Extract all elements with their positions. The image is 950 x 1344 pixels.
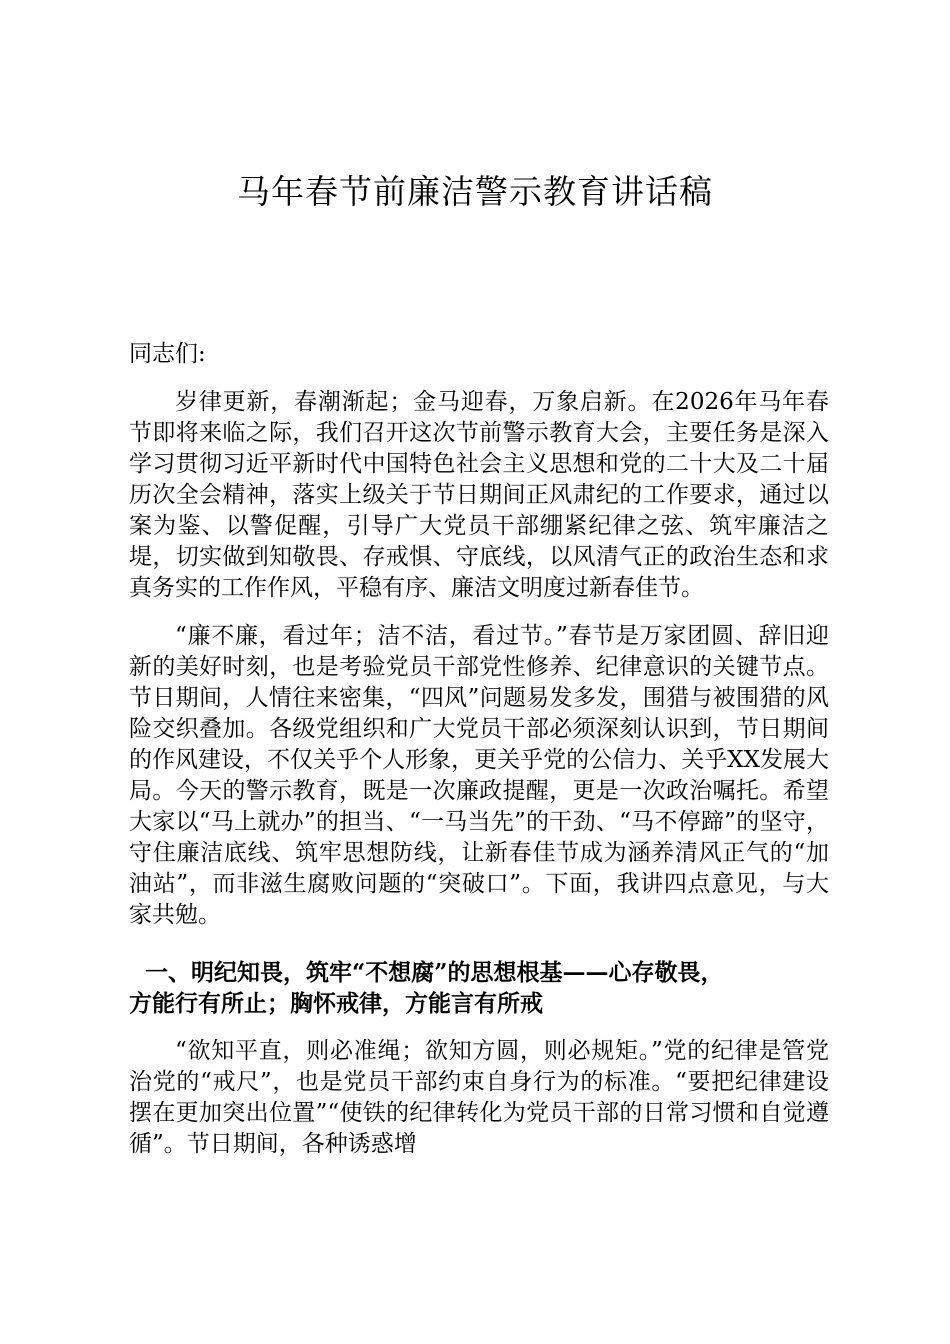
salutation: 同志们: [129, 341, 206, 367]
section-heading-1-line1: 一、明纪知畏，筑牢“不想腐”的思想根基——心存敬畏， [145, 959, 724, 986]
paragraph-section-1: “欲知平直，则必准绳；欲知方圆，则必规矩。”党的纪律是管党治党的“戒尺”，也是党员干部约束自身行为的标准。“要把纪律建设摆在更加突出位置”“使铁的纪律转化为党员干部的日常习惯和自觉遵循”。节日期间，各种诱惑增 [129, 1038, 829, 1157]
document-body [129, 338, 829, 1177]
section-heading-1-line2: 方能行有所止；胸怀戒律，方能言有所戒 [129, 990, 543, 1017]
section-heading-1 [129, 957, 829, 1019]
paragraph-context: “廉不廉，看过年；洁不洁，看过节。”春节是万家团圆、辞旧迎新的美好时刻，也是考验党员干部党性修养、纪律意识的关键节点。节日期间，人情往来密集，“四风”问题易发多发，围猎与被围猎的风险交织叠加。各级党组织和广大党员干部必须深刻认识到，节日期间的作风建设，不仅关乎个人形象，更关乎党的公信力、关乎XX发展大局。今天的警示教育，既是一次廉政提醒，更是一次政治嘱托。希望大家以“马上就办”的担当、“一马当先”的干劲、“马不停蹄”的坚守，守住廉洁底线、筑牢思想防线，让新春佳节成为涵养清风正气的“加油站”，而非滋生腐败问题的“突破口”。下面，我讲四点意见，与大家共勉。 [129, 623, 829, 928]
paragraph-opening: 岁律更新，春潮渐起；金马迎春，万象启新。在2026年马年春节即将来临之际，我们召开这次节前警示教育大会，主要任务是深入学习贯彻习近平新时代中国特色社会主义思想和党的二十大及二十届历次全会精神，落实上级关于节日期间正风肃纪的工作要求，通过以案为鉴、以警促醒，引导广大党员干部绷紧纪律之弦、筑牢廉洁之堤，切实做到知敬畏、存戒惧、守底线，以风清气正的政治生态和求真务实的工作作风，平稳有序、廉洁文明度过新春佳节。 [129, 389, 829, 601]
document-title: 马年春节前廉洁警示教育讲话稿 [237, 172, 713, 211]
